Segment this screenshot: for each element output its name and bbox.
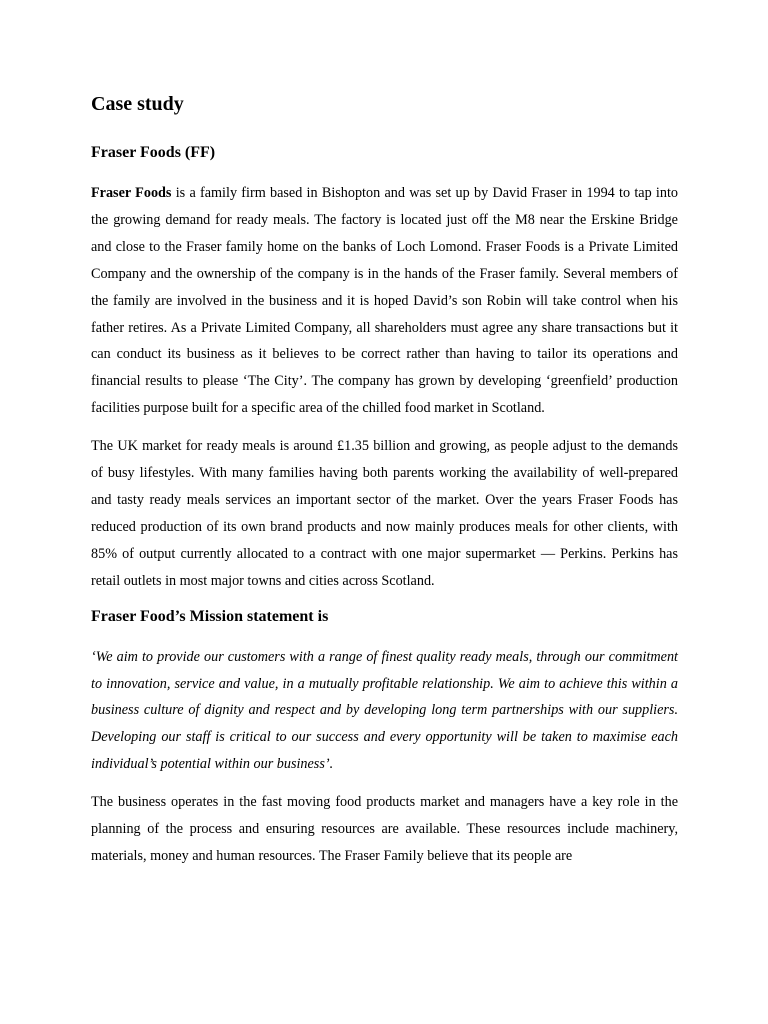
document-content (91, 90, 678, 881)
market-paragraph: The UK market for ready meals is around £1.35 billion and growing, as people adjust to the demands of busy lifestyles. With many families having both parents working the availability of well-prepared and tasty ready meals services an important sector of the market. Over the years Fraser Foods has reduced production of its own brand products and now mainly produces meals for other clients, with 85% of output currently allocated to a contract with one major supermarket — Perkins. Perkins has retail outlets in most major towns and cities across Scotland. (91, 438, 678, 589)
intro-paragraph (91, 180, 678, 422)
intro-text: is a family firm based in Bishopton and was set up by David Fraser in 1994 to tap into the growing demand for ready meals. The factory is located just off the M8 near the Erskine Bridge and close to the Fraser family home on the banks of Loch Lomond. Fraser Foods is a Private Limited Company and the ownership of the company is in the hands of the Fraser family. Several members of the family are involved in the business and it is hoped David’s son Robin will take control when his father retires. As a Private Limited Company, all shareholders must agree any share transactions but it can conduct its business as it believes to be correct rather than having to tailor its operations and financial results to please ‘The City’. The company has grown by developing ‘greenfield’ production facilities purpose built for a specific area of the chilled food market in Scotland. (91, 185, 678, 417)
closing-paragraph: The business operates in the fast moving food products market and managers have a key role in the planning of the process and ensuring resources are available. These resources include machinery, materials, money and human resources. The Fraser Family believe that its people are (91, 794, 678, 864)
mission-heading: Fraser Food’s Mission statement is (91, 607, 329, 625)
company-name: Fraser Foods (91, 185, 172, 201)
page-title: Case study (91, 93, 184, 115)
section-heading: Fraser Foods (FF) (91, 144, 216, 161)
mission-statement: ‘We aim to provide our customers with a range of finest quality ready meals, through our commitment to innovation, service and value, in a mutually profitable relationship. We aim to achieve this within a business culture of dignity and respect and by developing long term partnerships with our suppliers. Developing our staff is critical to our success and every opportunity will be taken to maximise each individual’s potential within our business’. (91, 648, 678, 773)
